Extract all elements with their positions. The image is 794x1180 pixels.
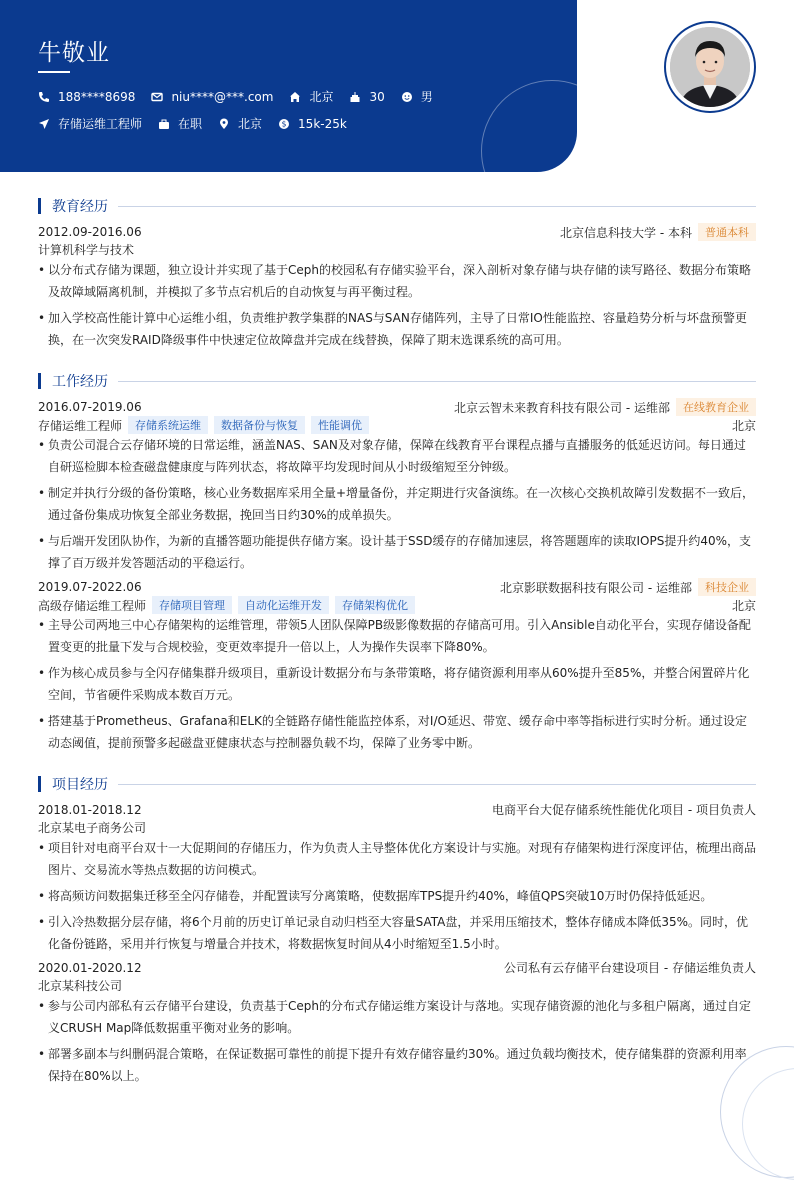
email-text: niu****@***.com	[171, 89, 274, 104]
job-date: 2019.07-2022.06	[38, 580, 142, 594]
projects-section-title	[38, 774, 756, 794]
job-bullet: • 搭建基于Prometheus、Grafana和ELK的全链路存储性能监控体系，对I/O延迟、带宽、缓存命中率等指标进行实时分析。通过设定动态阈值，提前预警多起磁盘亚健康状态与控制器负载不均，保障了业务零中断。	[38, 710, 756, 754]
email-item	[151, 90, 273, 104]
education-tag: 普通本科	[698, 223, 756, 241]
gender-item	[401, 88, 433, 105]
contact-row	[38, 88, 449, 105]
status-item	[158, 115, 202, 132]
project-bullet: • 部署多副本与纠删码混合策略，在保证数据可靠性的前提下提升有效存储容量约30%。通过负载均衡技术，使存储集群的资源利用率保持在80%以上。	[38, 1043, 756, 1087]
decorative-circle	[481, 80, 577, 172]
project-org: 北京某电子商务公司	[38, 821, 147, 835]
city-item	[289, 88, 333, 105]
section-bar	[38, 373, 41, 389]
project-bullet: • 参与公司内部私有云存储平台建设，负责基于Ceph的分布式存储运维方案设计与落地。实现存储资源的池化与多租户隔离，通过自定义CRUSH Map降低数据重平衡对业务的影响。	[38, 995, 756, 1039]
education-school-group	[560, 223, 756, 241]
work-section-title	[38, 371, 756, 391]
phone-icon	[38, 91, 50, 103]
job-company: 北京云智未来教育科技有限公司 - 运维部	[454, 400, 670, 415]
project-name: 公司私有云存储平台建设项目 - 存储运维负责人	[504, 961, 756, 975]
job-company-group	[454, 398, 756, 416]
skill-tag: 存储系统运维	[128, 416, 208, 434]
education-bullet: • 加入学校高性能计算中心运维小组，负责维护教学集群的NAS与SAN存储阵列，主导了日常IO性能监控、容量趋势分析与坏盘预警更换，在一次突发RAID降级事件中快速定位故障盘并完成在线替换，保障了期末选课系统的高可用。	[38, 307, 756, 351]
education-row	[38, 223, 756, 241]
job-header-row	[38, 578, 756, 596]
status-text: 在职	[178, 117, 203, 131]
job-date: 2016.07-2019.06	[38, 400, 142, 414]
age-item	[349, 90, 384, 104]
education-section-title	[38, 196, 756, 216]
salary-item	[278, 117, 347, 131]
job-bullet: • 制定并执行分级的备份策略，核心业务数据库采用全量+增量备份，并定期进行灾备演练。在一次核心交换机故障引发数据不一致后，通过备份集成功恢复全部业务数据，挽回当日约30%的成单损失。	[38, 482, 756, 526]
salary-text: 15k-25k	[298, 116, 347, 131]
job-city: 北京	[731, 598, 756, 613]
project-header-row	[38, 959, 756, 976]
send-icon	[38, 118, 50, 130]
position-item	[38, 115, 142, 132]
skill-tag: 自动化运维开发	[238, 596, 329, 614]
job-bullet: • 与后端开发团队协作，为新的直播答题功能提供存储方案。设计基于SSD缓存的存储加速层，将答题题库的读取IOPS提升约40%，支撑了百万级并发答题活动的平稳运行。	[38, 530, 756, 574]
job-role-row	[38, 596, 756, 614]
avatar-frame	[664, 21, 756, 113]
money-icon	[278, 118, 290, 130]
position-text: 存储运维工程师	[58, 117, 143, 131]
section-divider	[118, 784, 756, 785]
briefcase-icon	[158, 118, 170, 130]
skill-tag: 性能调优	[311, 416, 369, 434]
phone-text: 188****8698	[58, 89, 136, 104]
avatar	[670, 27, 750, 107]
education-bullet: • 以分布式存储为课题，独立设计并实现了基于Ceph的校园私有存储实验平台，深入剖析对象存储与块存储的读写路径、数据分布策略及故障域隔离机制，并模拟了多节点宕机后的自动恢复与再平衡过程。	[38, 259, 756, 303]
job-role: 高级存储运维工程师	[38, 598, 147, 613]
location-pin-icon	[218, 118, 230, 130]
skill-tag: 存储架构优化	[335, 596, 415, 614]
header-banner	[0, 0, 577, 172]
section-bar	[38, 198, 41, 214]
city-text: 北京	[309, 90, 334, 104]
education-school: 北京信息科技大学 - 本科	[560, 225, 692, 240]
job-role-group	[38, 596, 415, 614]
location-item	[218, 115, 262, 132]
project-header-row	[38, 801, 756, 818]
project-org: 北京某科技公司	[38, 979, 123, 993]
project-name: 电商平台大促存储系统性能优化项目 - 项目负责人	[492, 803, 756, 817]
section-divider	[118, 381, 756, 382]
job-role-row	[38, 416, 756, 434]
job-industry-tag: 科技企业	[698, 578, 756, 596]
candidate-name: 牛敬业	[38, 40, 110, 66]
section-divider	[118, 206, 756, 207]
project-bullet: • 项目针对电商平台双十一大促期间的存储压力，作为负责人主导整体优化方案设计与实施。对现有存储架构进行深度评估，梳理出商品图片、交易流水等热点数据的访问模式。	[38, 837, 756, 881]
svg-text:$: $	[281, 119, 287, 129]
job-bullet: • 主导公司两地三中心存储架构的运维管理，带领5人团队保障PB级影像数据的存储高可用。引入Ansible自动化平台，实现存储设备配置变更的批量下发与合规校验，变更效率提升一倍以上，人为操作失误率下降80%。	[38, 614, 756, 658]
job-header-row	[38, 398, 756, 416]
cake-icon	[349, 91, 361, 103]
job-bullet: • 负责公司混合云存储环境的日常运维，涵盖NAS、SAN及对象存储，保障在线教育平台课程点播与直播服务的低延迟访问。每日通过自研巡检脚本检查磁盘健康度与阵列状态，将故障平均发现时间从小时级缩短至分钟级。	[38, 434, 756, 478]
project-org-row	[38, 819, 756, 836]
section-heading: 项目经历	[52, 777, 108, 793]
mail-icon	[151, 91, 163, 103]
smile-icon	[401, 91, 413, 103]
project-org-row	[38, 977, 756, 994]
job-role-group	[38, 416, 369, 434]
job-info-row	[38, 115, 363, 132]
location-text: 北京	[238, 117, 263, 131]
skill-tag: 存储项目管理	[152, 596, 232, 614]
phone-item	[38, 90, 135, 104]
project-date: 2020.01-2020.12	[38, 960, 142, 975]
name-underline	[38, 71, 70, 73]
home-icon	[289, 91, 301, 103]
project-bullet: • 将高频访问数据集迁移至全闪存储卷，并配置读写分离策略，使数据库TPS提升约40%，峰值QPS突破10万时仍保持低延迟。	[38, 885, 756, 907]
job-company-group	[500, 578, 756, 596]
job-city: 北京	[731, 418, 756, 433]
section-bar	[38, 776, 41, 792]
section-heading: 工作经历	[52, 374, 108, 390]
skill-tag: 数据备份与恢复	[214, 416, 305, 434]
job-bullet: • 作为核心成员参与全闪存储集群升级项目，重新设计数据分布与条带策略，将存储资源利用率从60%提升至85%，并整合闲置碎片化空间，节省硬件采购成本数百万元。	[38, 662, 756, 706]
job-company: 北京影联数据科技有限公司 - 运维部	[500, 580, 692, 595]
age-text: 30	[369, 89, 385, 104]
gender-text: 男	[420, 90, 433, 104]
project-date: 2018.01-2018.12	[38, 802, 142, 817]
job-industry-tag: 在线教育企业	[676, 398, 756, 416]
project-bullet: • 引入冷热数据分层存储，将6个月前的历史订单记录自动归档至大容量SATA盘，并采用压缩技术，整体存储成本降低35%。同时，优化备份链路，采用并行恢复与增量合并技术，将数据恢复时间从4小时缩短至1.5小时。	[38, 911, 756, 955]
education-major: 计算机科学与技术	[38, 243, 135, 257]
section-heading: 教育经历	[52, 199, 108, 215]
education-major-row	[38, 241, 756, 258]
education-date: 2012.09-2016.06	[38, 225, 142, 239]
job-role: 存储运维工程师	[38, 418, 123, 433]
